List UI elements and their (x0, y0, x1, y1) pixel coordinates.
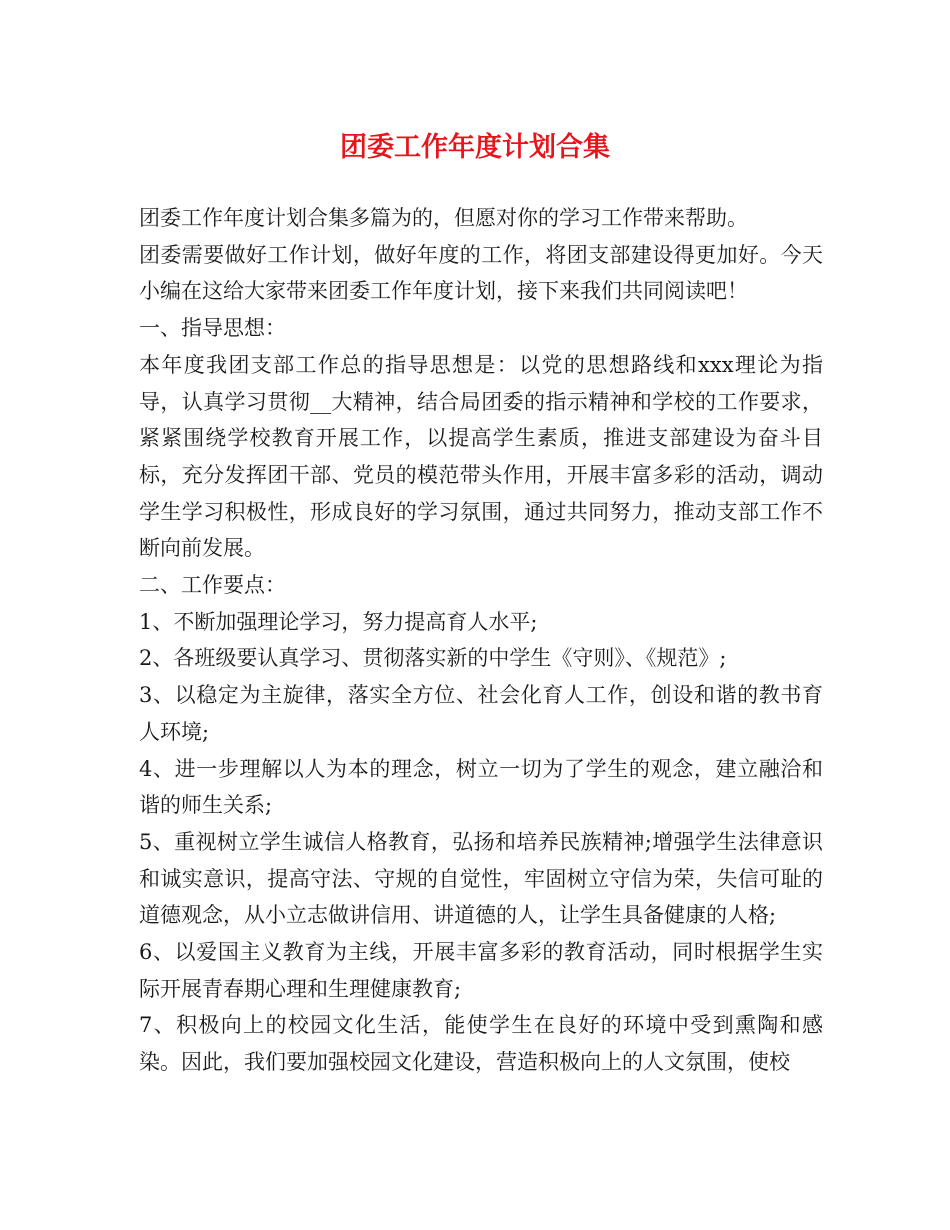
guiding-thought-paragraph: 本年度我团支部工作总的指导思想是：以党的思想路线和xxx理论为指导，认真学习贯彻__大精神，结合局团委的指示精神和学校的工作要求，紧紧围绕学校教育开展工作，以提高学生素质，推进支部建设为奋斗目标，充分发挥团干部、党员的模范带头作用，开展丰富多彩的活动，调动学生学习积极性，形成良好的学习氛围，通过共同努力，推动支部工作不断向前发展。 (139, 352, 823, 561)
work-point-5: 5、重视树立学生诚信人格教育，弘扬和培养民族精神;增强学生法律意识和诚实意识，提高守法、守规的自觉性，牢固树立守信为荣，失信可耻的道德观念，从小立志做讲信用、讲道德的人，让学生具备健康的人格; (139, 829, 823, 928)
intro-paragraph: 团委工作年度计划合集多篇为的，但愿对你的学习工作带来帮助。 (139, 206, 748, 230)
work-point-4: 4、进一步理解以人为本的理念，树立一切为了学生的观念，建立融洽和谐的师生关系; (139, 756, 823, 818)
document-body (139, 200, 823, 1081)
section-heading-work-points: 二、工作要点： (139, 573, 286, 598)
work-point-6: 6、以爱国主义教育为主线，开展丰富多彩的教育活动，同时根据学生实际开展青春期心理和生理健康教育; (139, 940, 823, 1001)
document-title: 团委工作年度计划合集 (340, 132, 610, 163)
section-heading-guiding-thought: 一、指导思想： (139, 316, 286, 341)
work-point-1: 1、不断加强理论学习，努力提高育人水平; (139, 609, 538, 634)
work-point-2: 2、各班级要认真学习、贯彻落实新的中学生《守则》、《规范》; (139, 646, 727, 671)
intro-paragraph-2: 团委需要做好工作计划，做好年度的工作，将团支部建设得更加好。今天小编在这给大家带来团委工作年度计划，接下来我们共同阅读吧！ (139, 242, 823, 304)
work-point-7: 7、积极向上的校园文化生活，能使学生在良好的环境中受到熏陶和感染。因此，我们要加强校园文化建设，营造积极向上的人文氛围，使校 (139, 1013, 823, 1075)
work-point-3: 3、以稳定为主旋律，落实全方位、社会化育人工作，创设和谐的教书育人环境; (139, 683, 823, 744)
